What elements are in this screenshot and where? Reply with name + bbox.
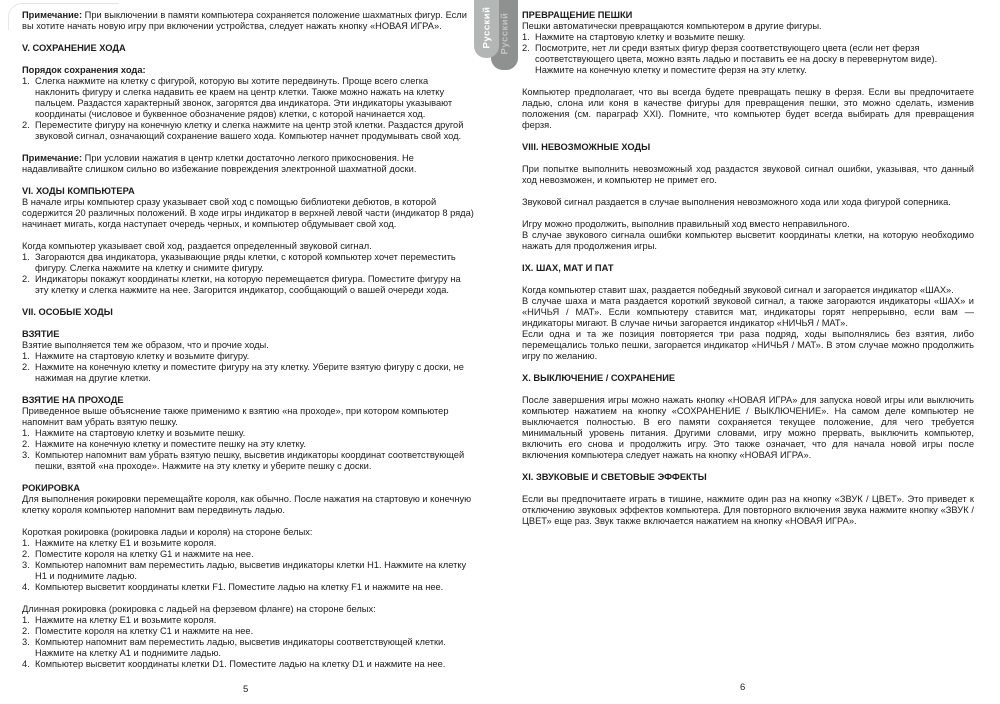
paragraph — [22, 153, 474, 175]
section-heading: VIII. НЕВОЗМОЖНЫЕ ХОДЫ — [522, 142, 651, 152]
list-item-text: Нажмите на конечную клетку и поместите пешку на эту клетку. — [35, 439, 306, 449]
numbered-list — [22, 351, 474, 384]
bold-run: Порядок сохранения хода: — [22, 65, 146, 75]
paragraph — [522, 494, 974, 527]
section-heading: X. ВЫКЛЮЧЕНИЕ / СОХРАНЕНИЕ — [522, 373, 676, 383]
numbered-list — [522, 32, 974, 76]
list-item — [22, 450, 474, 472]
paragraph — [22, 197, 474, 230]
numbered-list — [22, 428, 474, 472]
list-item-text: Компьютер напомнит вам убрать взятую пешку, высветив индикаторы координат соответствующей пешки, взятой «на проходе». Нажмите на эту клетку и уберите пешку с доски. — [35, 450, 465, 471]
list-item-text: Индикаторы покажут координаты клетки, на которую перемещается фигура. Поместите фигуру на эту клетку и слегка нажмите на нее. Загорится индикатор, сообщающий о вашей очереди хода. — [35, 274, 461, 295]
list-item-text: Нажмите на стартовую клетку и возьмите пешку. — [535, 32, 746, 42]
paragraph — [522, 230, 974, 252]
text-run: После завершения игры можно нажать кнопку «НОВАЯ ИГРА» для запуска новой игры или выключить компьютер нажатием на кнопку «СОХРАНЕНИЕ / ВЫКЛЮЧЕНИЕ». На самом деле компьютер не выключается полностью. В его памяти сохраняется текущее положение, для чего требуется минимальный уровень питания. Другими словами, игру можно прервать, выключить компьютер, включить его снова и продолжить игру. Это также означает, что для начала новой игры после включения компьютера следует нажать на кнопку «НОВАЯ ИГРА». — [522, 395, 974, 460]
paragraph — [522, 329, 974, 362]
text-run: Когда компьютер ставит шах, раздается победный звуковой сигнал и загорается индикатор «ШАХ». — [522, 285, 954, 295]
paragraph — [522, 87, 974, 131]
text-run: Когда компьютер указывает свой ход, раздается определенный звуковой сигнал. — [22, 241, 372, 251]
list-item — [22, 351, 474, 362]
list-item — [22, 274, 474, 296]
manual-right-page — [522, 10, 974, 527]
list-item-number: 2. — [22, 549, 30, 559]
page-number-left: 5 — [243, 684, 249, 695]
text-run: Если одна и та же позиция повторяется три раза подряд, ходы выполнялись без взятия, либо перемещались только пешки, загорается индикатор «НИЧЬЯ / МАТ». В этом случае можно продолжить игру по желанию. — [522, 329, 974, 361]
list-item — [22, 582, 474, 593]
text-run: Если вы предпочитаете играть в тишине, нажмите один раз на кнопку «ЗВУК / ЦВЕТ». Это приведет к отключению звуковых эффектов компьютера. Для повторного включения звука нажмите кнопку «ЗВУК / ЦВЕТ» еще раз. Звук также включается нажатием на кнопку «НОВАЯ ИГРА». — [522, 494, 974, 526]
list-item — [22, 76, 474, 120]
text-run: При выключении в памяти компьютера сохраняется положение шахматных фигур. Если вы хотите начать новую игру при включении устройства, следует нажать кнопку «НОВАЯ ИГРА». — [22, 10, 467, 31]
list-item-number: 1. — [22, 252, 30, 262]
list-item-text: Нажмите на клетку E1 и возьмите короля. — [35, 538, 217, 548]
list-item — [22, 626, 474, 637]
section-heading: РОКИРОВКА — [22, 483, 81, 493]
bold-run: Примечание: — [22, 10, 85, 20]
language-tab-back-label: Русский — [499, 12, 511, 54]
list-item-text: Компьютер высветит координаты клетки D1. Поместите ладью на клетку D1 и нажмите на нее. — [35, 659, 446, 669]
paragraph — [522, 285, 974, 296]
paragraph — [522, 21, 974, 32]
paragraph — [22, 604, 474, 615]
text-run: В случае шаха и мата раздается короткий звуковой сигнал, а также загораются индикаторы «ШАХ» и «НИЧЬЯ / МАТ». Если компьютеру ставится мат, индикаторы горят непрерывно, если вам — индикаторы мигают. В случае ничьи загорается индикатор «НИЧЬЯ / МАТ». — [522, 296, 974, 328]
numbered-list — [22, 538, 474, 593]
section-heading: ПРЕВРАЩЕНИЕ ПЕШКИ — [522, 10, 633, 20]
list-item — [522, 32, 974, 43]
paragraph — [522, 219, 974, 230]
section-heading: XI. ЗВУКОВЫЕ И СВЕТОВЫЕ ЭФФЕКТЫ — [522, 472, 707, 482]
list-item — [22, 439, 474, 450]
language-tab-russian-label: Русский — [481, 6, 493, 48]
bold-run: Примечание: — [22, 153, 85, 163]
paragraph — [522, 164, 974, 186]
list-item-number: 1. — [22, 538, 30, 548]
list-item — [22, 637, 474, 659]
list-item-number: 2. — [22, 274, 30, 284]
list-item — [22, 252, 474, 274]
list-item-text: Компьютер напомнит вам переместить ладью, высветив индикаторы клетки H1. Нажмите на клетку H1 и поднимите ладью. — [35, 560, 467, 581]
list-item — [22, 428, 474, 439]
list-item-number: 1. — [22, 428, 30, 438]
list-item — [22, 560, 474, 582]
list-item-text: Компьютер напомнит вам переместить ладью, высветив индикаторы соответствующей клетки. Нажмите на клетку A1 и поднимите ладью. — [35, 637, 446, 658]
list-item-number: 1. — [22, 615, 30, 625]
list-item-number: 4. — [22, 659, 30, 669]
list-item-number: 1. — [22, 351, 30, 361]
text-run: Игру можно продолжить, выполнив правильный ход вместо неправильного. — [522, 219, 850, 229]
list-item-number: 4. — [22, 582, 30, 592]
list-item — [22, 549, 474, 560]
text-run: При условии нажатия в центр клетки достаточно легкого прикосновения. Не надавливайте слишком сильно во избежание повреждения электронной шахматной доски. — [22, 153, 417, 174]
paragraph — [522, 296, 974, 329]
paragraph — [22, 494, 474, 516]
text-run: В случае звукового сигнала ошибки компьютер высветит координаты клетки, на которую необходимо нажать для продолжения игры. — [522, 230, 974, 251]
list-item-number: 2. — [522, 43, 530, 53]
list-item-number: 2. — [22, 626, 30, 636]
section-heading: IX. ШАХ, МАТ И ПАТ — [522, 263, 614, 273]
list-item-text: Переместите фигуру на конечную клетку и слегка нажмите на центр этой клетки. Раздастся другой звуковой сигнал, означающий сохранение вашего хода. Компьютер начнет продумывать свой ход. — [35, 120, 464, 141]
list-item-text: Нажмите на конечную клетку и поместите фигуру на эту клетку. Уберите взятую фигуру с доски, не нажимая на другие клетки. — [35, 362, 464, 383]
list-item — [22, 538, 474, 549]
list-item — [22, 659, 474, 670]
list-item-number: 3. — [22, 637, 30, 647]
numbered-list — [22, 615, 474, 670]
section-heading: VI. ХОДЫ КОМПЬЮТЕРА — [22, 186, 135, 196]
list-item-number: 2. — [22, 439, 30, 449]
list-item — [22, 615, 474, 626]
text-run: Длинная рокировка (рокировка с ладьей на ферзевом фланге) на стороне белых: — [22, 604, 376, 614]
paragraph — [22, 527, 474, 538]
text-run: Пешки автоматически превращаются компьютером в другие фигуры. — [522, 21, 822, 31]
list-item — [22, 120, 474, 142]
paragraph — [22, 10, 474, 32]
section-heading: V. СОХРАНЕНИЕ ХОДА — [22, 43, 126, 53]
numbered-list — [22, 252, 474, 296]
list-item-text: Нажмите на стартовую клетку и возьмите пешку. — [35, 428, 246, 438]
paragraph — [22, 241, 474, 252]
section-heading: ВЗЯТИЕ НА ПРОХОДЕ — [22, 395, 124, 405]
list-item-text: Компьютер высветит координаты клетки F1. Поместите ладью на клетку F1 и нажмите на нее. — [35, 582, 444, 592]
list-item-text: Нажмите на стартовую клетку и возьмите фигуру. — [35, 351, 250, 361]
list-item-number: 3. — [22, 560, 30, 570]
section-heading: ВЗЯТИЕ — [22, 329, 60, 339]
list-item — [22, 362, 474, 384]
list-item-number: 2. — [22, 362, 30, 372]
text-run: При попытке выполнить невозможный ход раздастся звуковой сигнал ошибки, указывая, что данный ход невозможен, и компьютер не примет его. — [522, 164, 974, 185]
list-item-number: 1. — [522, 32, 530, 42]
text-run: Короткая рокировка (рокировка ладьи и короля) на стороне белых: — [22, 527, 313, 537]
list-item-text: Загораются два индикатора, указывающие ряды клетки, с которой компьютер хочет переместить фигуру. Слегка нажмите на клетку и снимите фигуру. — [35, 252, 456, 273]
paragraph — [22, 340, 474, 351]
list-item-number: 2. — [22, 120, 30, 130]
list-item-text: Поместите короля на клетку C1 и нажмите на нее. — [35, 626, 254, 636]
paragraph — [22, 65, 474, 76]
list-item-text: Поместите короля на клетку G1 и нажмите на нее. — [35, 549, 254, 559]
paragraph — [522, 395, 974, 461]
list-item — [522, 43, 974, 76]
text-run: Взятие выполняется тем же образом, что и прочие ходы. — [22, 340, 269, 350]
text-run: Звуковой сигнал раздается в случае выполнения невозможного хода или хода фигурой соперника. — [522, 197, 951, 207]
list-item-number: 1. — [22, 76, 30, 86]
page-number-right: 6 — [740, 682, 746, 693]
section-heading: VII. ОСОБЫЕ ХОДЫ — [22, 307, 113, 317]
text-run: Для выполнения рокировки перемещайте короля, как обычно. После нажатия на стартовую и конечную клетку короля компьютер напомнит вам передвинуть ладью. — [22, 494, 472, 515]
paragraph — [22, 406, 474, 428]
text-run: Компьютер предполагает, что вы всегда будете превращать пешку в ферзя. Если вы предпочитаете ладью, слона или коня в качестве фигуры для превращения пешки, это можно сделать, изменив положения (см. параграф XXI). Помните, что компьютер будет всегда выбирать для превращения ферзя. — [522, 87, 974, 130]
language-tab-russian — [474, 0, 499, 58]
numbered-list — [22, 76, 474, 142]
paragraph — [522, 197, 974, 208]
text-run: В начале игры компьютер сразу указывает свой ход с помощью библиотеки дебютов, в которой содержится 20 различных положений. В ходе игры индикатор в верхней левой части (индикатор 8 ряда) начинает мигать, когда наступает очередь черных, и компьютер обдумывает свой ход. — [22, 197, 474, 229]
list-item-number: 3. — [22, 450, 30, 460]
list-item-text: Посмотрите, нет ли среди взятых фигур ферзя соответствующего цвета (если нет ферзя соответствующего цвета, можно взять ладью и поставить ее на доску в перевернутом виде). Нажмите на конечную клетку и поместите ферзя на эту клетку. — [535, 43, 938, 75]
manual-left-page — [22, 10, 474, 670]
text-run: Приведенное выше объяснение также применимо к взятию «на проходе», при котором компьютер напомнит вам убрать взятую пешку. — [22, 406, 449, 427]
list-item-text: Слегка нажмите на клетку с фигурой, которую вы хотите передвинуть. Проще всего слегка наклонить фигуру и слегка надавить ее краем на центр клетки. Также можно нажать на клетку пальцем. Раздастся характерный звонок, загорятся два индикатора. Эти индикаторы указывают координаты (числовое и буквенное обозначение рядов) клетки, с которой начинается ход. — [35, 76, 453, 119]
list-item-text: Нажмите на клетку E1 и возьмите короля. — [35, 615, 217, 625]
